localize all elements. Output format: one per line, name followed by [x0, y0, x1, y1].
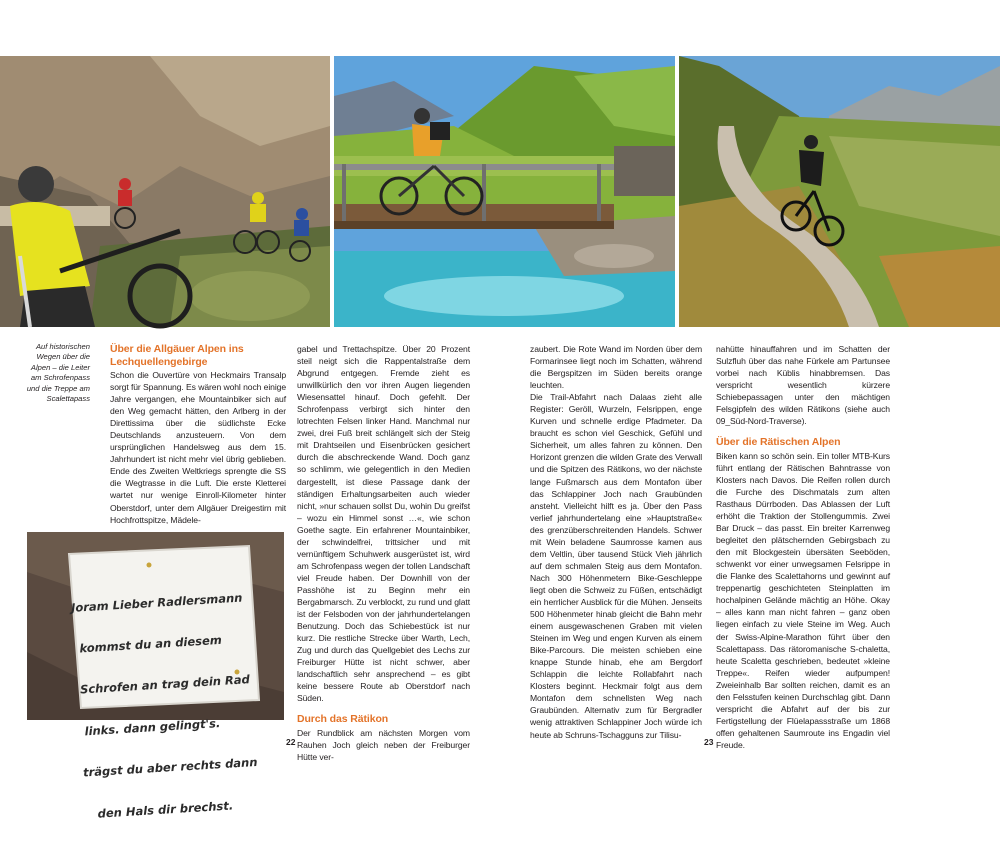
- sign-line: Joram Lieber Radlersmann: [70, 590, 243, 615]
- sign-line: kommst du an diesem: [79, 632, 223, 656]
- page-number-left: 22: [286, 737, 296, 747]
- sign-line: den Hals dir brechst.: [97, 797, 234, 821]
- section-heading-allgaeuer-alpen: Über die Allgäuer Alpen ins Lechquellengebirge: [110, 343, 244, 368]
- sign-line: links. dann gelingt's.: [84, 715, 221, 739]
- text-column-2: [297, 343, 470, 763]
- body-paragraph: nahütte hinauffahren und im Schatten der Sulzfluh über das nahe Fürkele am Partunsee vorbei nach Küblis hinabbremsen. Das verspricht wesentlich kürzere Schiebepassagen unter den mächtigen Felsgipfeln des wilden Rätikons (siehe auch 09_Süd-Nord-Traverse).: [716, 344, 890, 427]
- photo-schrofenpass-sign: [27, 532, 284, 821]
- section-heading-raetikon: Durch das Rätikon: [297, 713, 389, 726]
- section-heading-raetische-alpen: Über die Rätischen Alpen: [716, 436, 841, 449]
- body-paragraph: Der Rundblick am nächsten Morgen vom Rauhen Joch gleich neben der Freiburger Hütte ver-: [297, 727, 470, 762]
- text-column-4: [716, 343, 890, 751]
- photo-caption: Auf historischen Wegen über die Alpen – die Leiter am Schrofenpass und die Treppe am Scalettapass: [26, 342, 90, 404]
- sign-line: trägst du aber rechts dann: [82, 755, 258, 780]
- body-paragraph: Schon die Ouvertüre von Heckmairs Transalp sorgt für Spannung. Es wären wohl noch einige Jahre vergangen, ehe Mountainbiker sich auf den Weg gemacht hätten, den Arlberg in der Direttissima über die südlichste Ecke Deutschlands anzusteuern. Von dem ursprünglichen Handelsweg aus dem 15. Jahrhundert ist nicht mehr viel übrig geblieben. Ende des Zweiten Weltkriegs sprengte die SS die Wegtrasse in die Luft. Die erste Kletterei wartet nur wenige Einroll-Kilometer hinter Oberstdorf, unter dem Allgäuer Dreigestirn mit Hochfrottspitze, Mädele-: [110, 370, 286, 525]
- photo-schrofenpass-cliff: [0, 56, 330, 327]
- body-paragraph: zaubert. Die Rote Wand im Norden über dem Formarinsee liegt noch im Schatten, während die Bergspitzen im Süden bereits orange leuchten.: [530, 344, 702, 391]
- text-column-3: [530, 343, 702, 741]
- body-paragraph: Die Trail-Abfahrt nach Dalaas zieht alle Register: Geröll, Wurzeln, Felsrippen, enge Kurven und schnelle erdige Pfadmeter. Da braucht es schon viel Geschick, Gefühl und Sicherheit, um alles fahren zu können. Den Horizont grenzen die wilden Grate des Verwall und die Spitzen des Rätikons, wo der nächste lange Fußmarsch aus dem Montafon über das Schlappiner Joch nach Graubünden ansteht. Vielleicht hilft es ja. Über den Pass verlief jahrhundertelang eine »Hauptstraße« des grenzüberschreitenden Handels. Schwer mit Wein beladene Saumrosse kamen aus dem Veltlin, über tausend Stück Vieh jährlich auf dem schmalen Steig aus dem Montafon. Nach 300 Höhenmetern Bike-Geschleppe liegt oben die Schweiz zu Füßen, entschädigt ein herrlicher Ausblick für die Mühen. Jenseits 500 Höhenmeter hinab gleicht die Bahn mehr einem ausgewaschenen Graben mit vielen Steinen im Weg und engen Kurven als einem Bike-Parcours. Die meisten schieben eine knappe Stunde hinab, ehe am Bergdorf Schlappin die leichte Rollabfahrt nach Klosters beginnt. Heckmair folgt aus dem Montafon dem schnellsten Weg nach Graubünden. Alternativ zum für Bergradler wenig attraktiven Schlappiner Joch würde ich heute ab Schruns-Tschagguns zur Tilisu-: [530, 392, 702, 740]
- body-paragraph: Biken kann so schön sein. Ein toller MTB-Kurs führt entlang der Rätischen Bahntrasse von Klosters nach Davos. Die Reifen rollen durch die Furche des Dischmatals zum alten Rasthaus Dürrboden. Das Ablassen der Luft erhöht die Traktion der Stollengummis. Zwei Bar Druck – das passt. Ein breiter Karrenweg begleitet den plätschernden Gebirgsbach zu den mit Blockgestein übersäten Seeböden, schwenkt vor einer unwegsamen Felsrippe in die Flanke des Scalettahorns und gewinnt auf treppenartig geschichteten Steinplatten im hochalpinen Gelände mächtig an Höhe. Okay – alles kann man nicht fahren – ganz oben liegen einfach zu viele Steine im Weg. Auch der Swiss-Alpine-Marathon führt über den Scalettapass. Das rätoromanische S-chaletta, heute Scaletta geschrieben, bedeutet »kleine Treppe«. Reifen wieder aufpumpen! Zweieinhalb Bar sollten reichen, damit es an den Felsstufen keinen Durchschlag gibt. Dann verspricht die Abfahrt auf der bis zur Fertigstellung der Flüelapassstraße um 1868 offen gehaltenen Saumroute ins Engadin viel Freude.: [716, 450, 890, 750]
- page-number-right: 23: [704, 737, 714, 747]
- sign-inscription: [69, 563, 262, 849]
- sign-line: Schrofen an trag dein Rad: [79, 672, 251, 697]
- text-column-1: [110, 343, 286, 526]
- photo-wooden-bridge: [334, 56, 675, 327]
- body-paragraph: gabel und Trettachspitze. Über 20 Prozent steil neigt sich die Rappentalstraße dem Abgrund entgegen. Fremde zieht es unwillkürlich den vor ihren Augen liegenden Wiesensattel hinauf. Doch gefehlt. Der Schrofenpass verbirgt sich hinter den lotrechten Felsen linker Hand. Manchmal nur zwei, drei Fuß breit schlängelt sich der Steig mit Drahtseilen und Eisenbrücken gesichert durch die abschreckende Wand. Doch ganz so schlimm, wie gelegentlich in den Medien dargestellt, ist diese Passage dank der ständigen Erhaltungsarbeiten auch wieder nicht, »nur schauen sollst Du, wohin Du greifst – wozu ein Himmel sonst …«, wie schon Goethe sagte. Ein erfahrener Mountainbiker, der schwindelfrei, trittsicher und mit vernünftigem Schuhwerk ausgerüstet ist, wird am Schrofenpass wegen der tollen Landschaft viel Freude haben. Der Downhill von der Passhöhe ist zu Beginn mehr ein Bergabmarsch. Zu verblockt, zu rund und glatt ist der Felsboden von der jahrhundertelangen Benutzung. Doch das Schiebestück ist nur kurz. Die restliche Strecke über Warth, Lech, Zug und durch das Quellgebiet des Lechs zur Freiburger Hütte ist nicht schwer, aber landschaftlich sehr ansprechend – es gibt keine bessere Route ab Oberstdorf nach Süden.: [297, 344, 470, 704]
- photo-alpine-trail: [679, 56, 1000, 327]
